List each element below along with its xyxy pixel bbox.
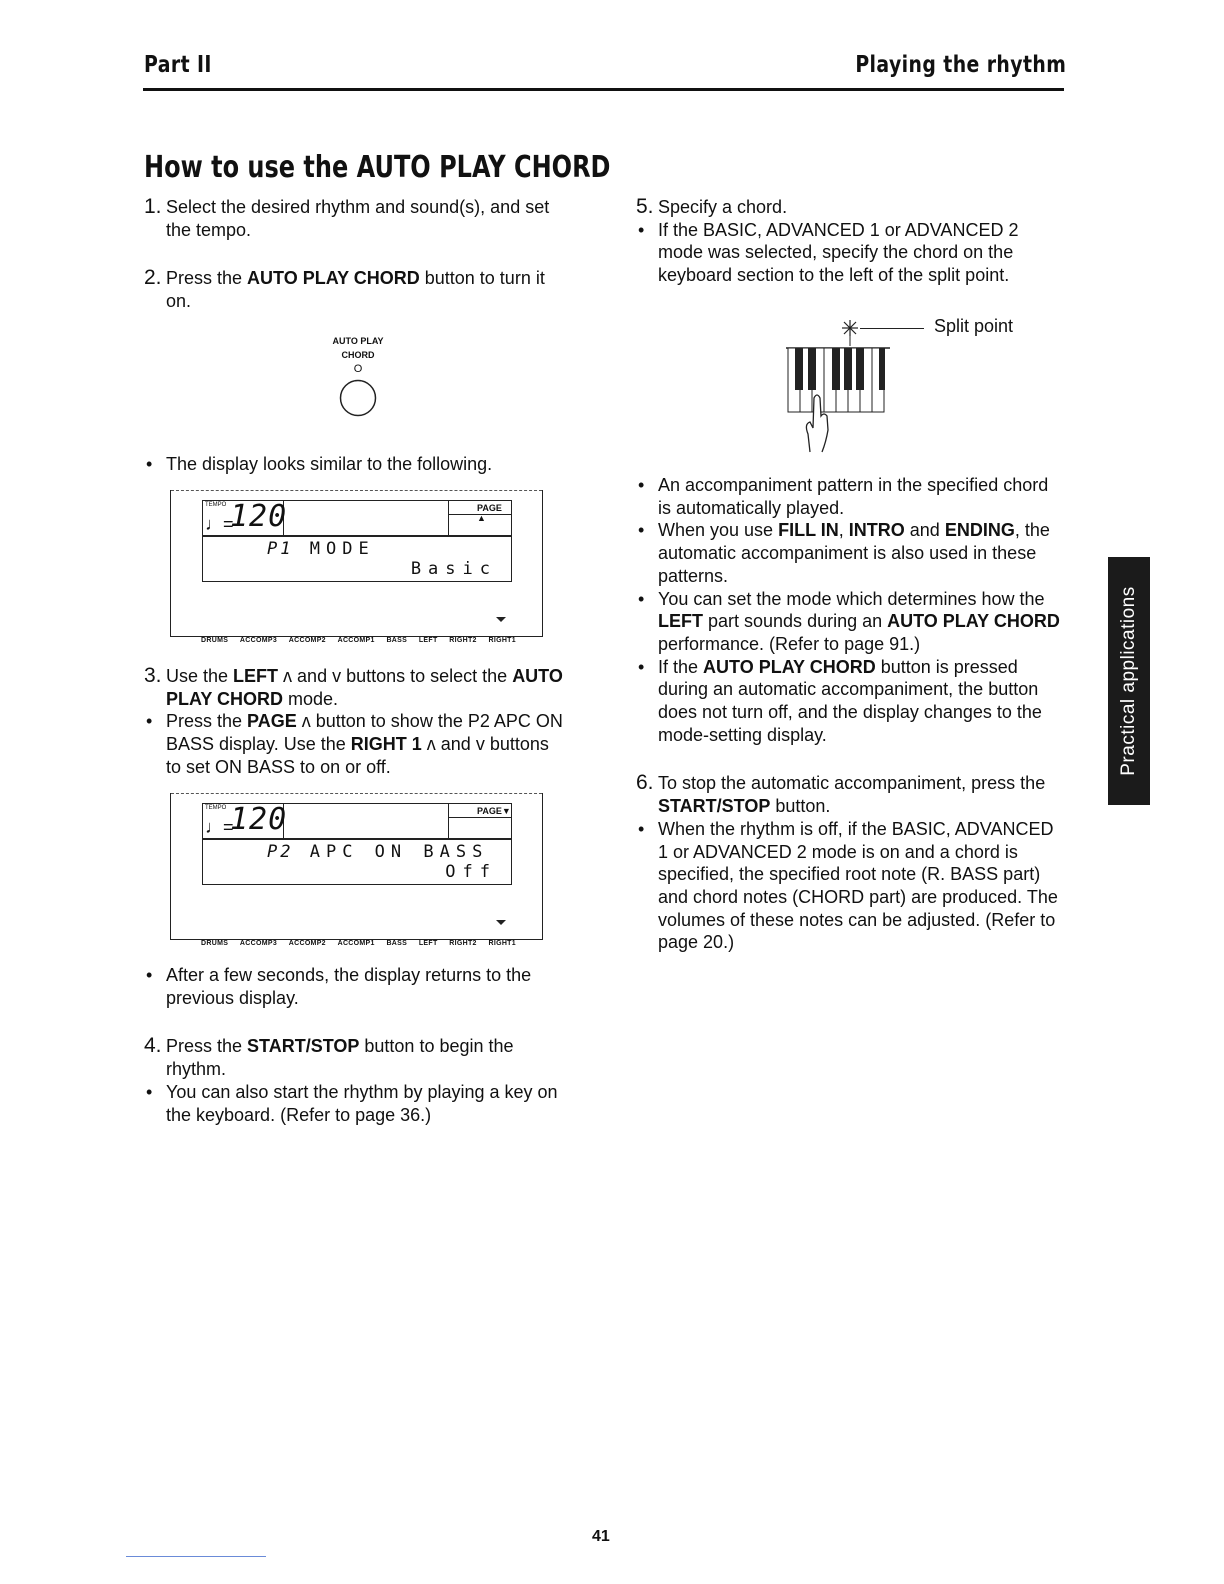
part-labels: DRUMS ACCOMP3 ACCOMP2 ACCOMP1 BASS LEFT RIGHT2 RIGHT1 (201, 940, 516, 947)
split-point-figure (780, 312, 1060, 457)
lcd-line2: Basic (410, 559, 497, 579)
step-5: 5. Specify a chord. (636, 195, 788, 218)
lcd-display-p1 (170, 490, 543, 644)
display-intro: • The display looks similar to the following. (146, 454, 493, 474)
lcd-text-area (202, 536, 512, 582)
down-arrow-icon (496, 617, 506, 622)
step-3: 3. Use the LEFT ʌ and v buttons to select the AUTO PLAY CHORD mode. (144, 664, 563, 709)
split-point-label: Split point (934, 316, 1014, 336)
lcd-line2: Off (445, 862, 497, 882)
button-indicator: O (353, 363, 363, 375)
tempo-readout: TEMPO ♩= 120 (202, 803, 284, 839)
lcd-display-p2 (170, 793, 543, 947)
step-4: 4. Press the START/STOP button to begin the rhythm. (144, 1034, 514, 1080)
page-indicator: PAGE ▲ (448, 500, 512, 536)
left-column-2: 3. Use the LEFT ʌ and v buttons to select the AUTO PLAY CHORD mode. • Press the PAGE ʌ button to show the P2 APC ON BASS display. Use the RIGHT 1 ʌ and v buttons to set ON BASS to on or off. (144, 665, 568, 779)
header-section-title: Playing the rhythm (855, 52, 1066, 78)
button-label-line1: AUTO PLAY (332, 336, 384, 346)
step-1: 1. Select the desired rhythm and sound(s), and set the tempo. (144, 195, 550, 240)
left-column (144, 196, 568, 313)
auto-play-chord-button-figure (320, 334, 396, 422)
lcd-page: P1 (267, 539, 294, 559)
header-part: Part II (144, 52, 212, 78)
left-column-3: • After a few seconds, the display returns to the previous display. 4. Press the START/STOP button to begin the rhythm. • You can also start the rhythm by playing a key on the keyboard. (Refer to page 36.) (144, 964, 568, 1126)
button-label-line2: CHORD (341, 350, 375, 360)
tempo-readout: TEMPO ♩= 120 (202, 500, 284, 536)
lcd-page: P2 (267, 842, 294, 862)
side-tab (1108, 557, 1150, 805)
page-title: How to use the AUTO PLAY CHORD (144, 150, 611, 185)
step-2: 2. Press the AUTO PLAY CHORD button to turn it on. (144, 266, 545, 312)
step-6: 6. To stop the automatic accompaniment, press the START/STOP button. (636, 771, 1046, 817)
lcd-text-area (202, 839, 512, 885)
side-tab-label: Practical applications (1118, 586, 1139, 776)
header-rule (143, 88, 1064, 91)
footer-line (126, 1556, 266, 1557)
down-arrow-icon (496, 920, 506, 925)
lcd-line1: APC ON BASS (309, 842, 489, 862)
right-column: 5. Specify a chord. • If the BASIC, ADVANCED 1 or ADVANCED 2 mode was selected, specify the chord on the keyboard section to the left of the split point. (636, 196, 1062, 287)
part-labels: DRUMS ACCOMP3 ACCOMP2 ACCOMP1 BASS LEFT RIGHT2 RIGHT1 (201, 637, 516, 644)
round-button-icon (338, 378, 378, 418)
keyboard-hand-icon (780, 312, 900, 457)
page-number: 41 (592, 1528, 610, 1545)
right-column-2: • An accompaniment pattern in the specified chord is automatically played. • When you use FILL IN, INTRO and ENDING, the automatic accompaniment is also used in these patterns. • You can set the mode which determines how the LEFT part sounds during an AUTO PLAY CHORD performance. (Refer to page 91.) • If the AUTO PLAY CHORD button is pressed during an automatic accompaniment, the button does not turn off, and the display changes to the mode-setting display. 6. To stop the automatic accompaniment, press the START/STOP button. • When the rhythm is off, if the BASIC, ADVANCED 1 or ADVANCED 2 mode is on and a chord is specified, the specified root note (R. BASS part) and chord notes (CHORD part) are produced. The volumes of these notes can be adjusted. (Refer to page 20.) (636, 474, 1062, 954)
page-indicator: PAGE▼ (448, 803, 512, 839)
lcd-line1: MODE (309, 539, 375, 559)
